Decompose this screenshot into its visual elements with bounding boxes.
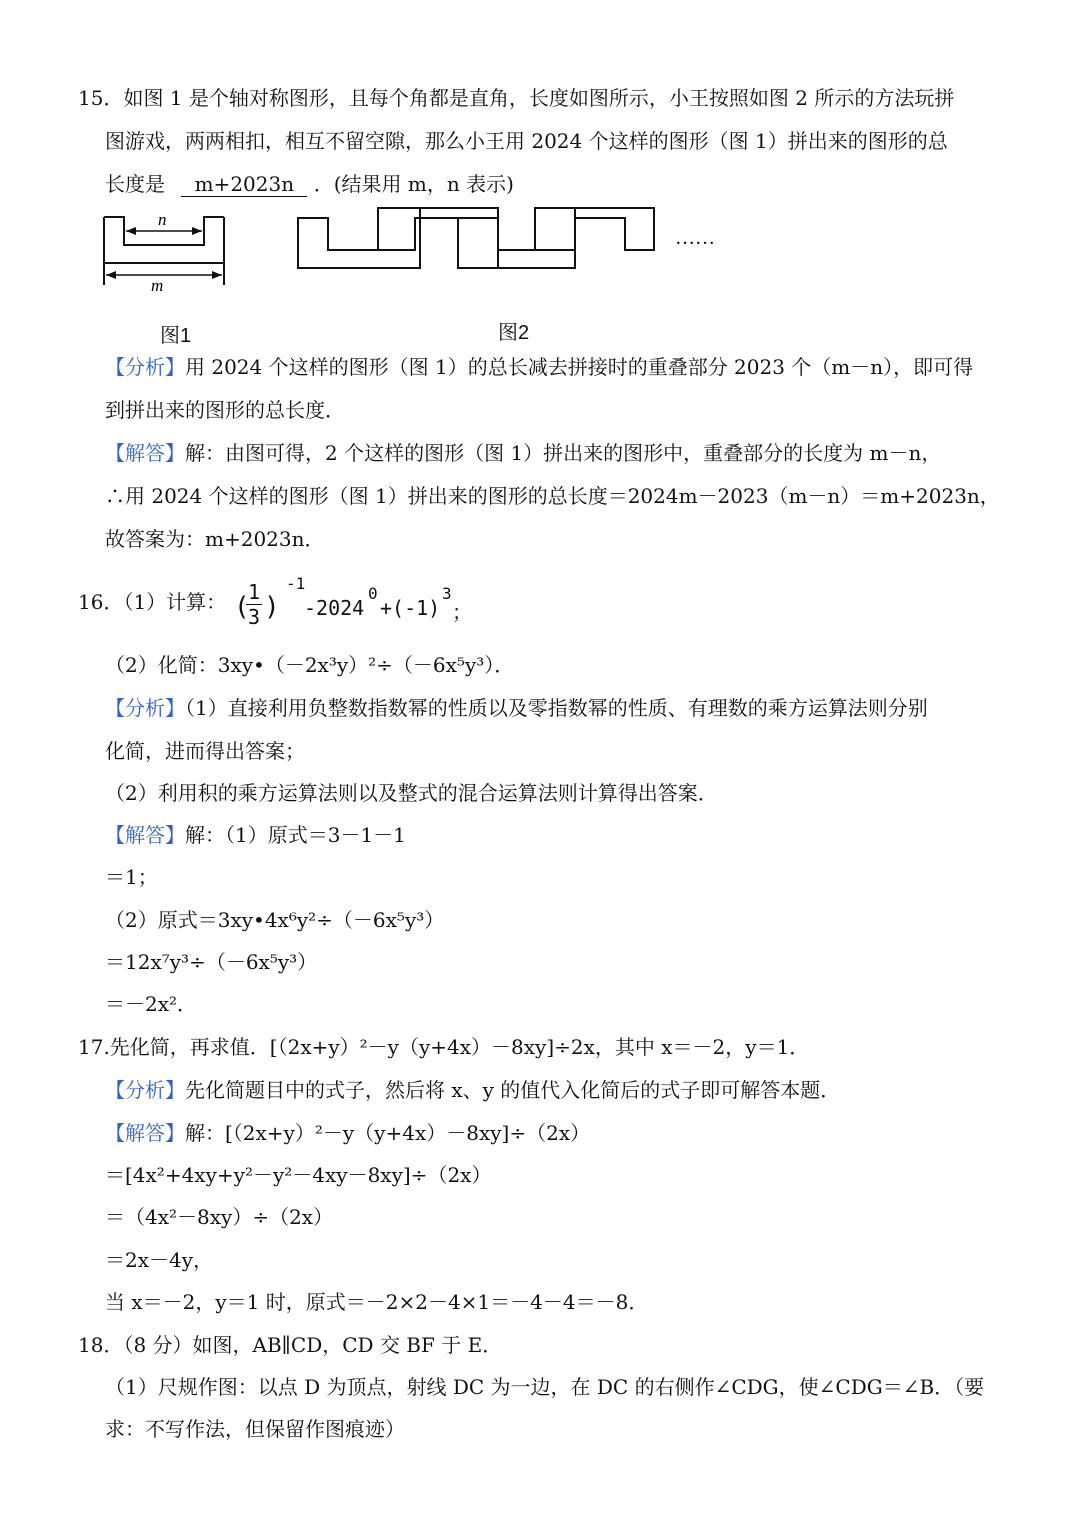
figure-1-label-n: n [158,210,167,229]
q17-analysis-text: 先化简题目中的式子，然后将 x、y 的值代入化简后的式子即可解答本题． [185,1078,841,1102]
q15-line3-prefix: 长度是 [105,172,165,196]
q15-line1: 15．如图 1 是个轴对称图形，且每个角都是直角，长度如图所示，小王按照如图 2 所示的方法玩拼 [78,86,955,110]
analysis-tag: 【分析】 [105,1078,185,1102]
q17-solution-line3: ＝（4x²－8xy）÷（2x） [105,1205,334,1229]
q15-solution-line3: 故答案为：m+2023n． [105,527,325,551]
formula-paren-open: ( [234,592,250,622]
q16-solution-line1 [105,821,406,849]
figure-2-ellipsis: …… [675,227,715,249]
q16-solution-line3: （2）原式＝3xy•4x⁶y²÷（－6x⁵y³） [105,908,445,932]
figure-1-n-arrowhead-right [192,227,202,235]
formula-tail: +(-1) [380,596,441,620]
formula-frac-den: 3 [248,605,261,629]
q16-line1-label: 16．（1）计算： [78,590,227,614]
figure-2 [290,200,740,280]
q15-line3 [105,170,514,198]
q16-part2: （2）化简：3xy•（－2x³y）²÷（－6x⁵y³）． [105,653,515,677]
q15-answer-blank: m+2023n [181,172,307,197]
q18-line2: （1）尺规作图：以点 D 为顶点，射线 DC 为一边，在 DC 的右侧作∠CDG，使∠CDG＝∠B．（要 [105,1375,985,1399]
q16-analysis-text: （1）直接利用负整数指数幂的性质以及零指数幂的性质、有理数的乘方运算法则分别 [185,696,928,720]
solution-tag: 【解答】 [105,441,185,465]
figure-1-m-arrowhead-left [106,271,116,279]
q16-solution-text: 解：（1）原式＝3－1－1 [185,823,406,847]
q15-line2: 图游戏，两两相扣，相互不留空隙，那么小王用 2024 个这样的图形（图 1）拼出来的图形的总 [105,129,948,153]
q15-solution-line2: ∴用 2024 个这样的图形（图 1）拼出来的图形的总长度＝2024m－2023（m－n）＝m+2023n， [105,484,1000,508]
formula-exp3: 3 [442,584,452,603]
q17-analysis-line1 [105,1076,840,1104]
formula-semicolon: ； [452,600,472,624]
formula-paren-close: ) [264,592,280,622]
q16-solution-line5: ＝－2x²． [105,992,198,1016]
q15-analysis-line2: 到拼出来的图形的总长度． [105,398,345,422]
q15-solution-line1 [105,439,941,467]
figure-2-piece-4 [535,208,654,250]
q16-analysis-line2: 化简，进而得出答案； [105,739,305,763]
figure-1 [95,205,235,295]
analysis-tag: 【分析】 [105,355,185,379]
q18-line1: 18．（8 分）如图，AB∥CD，CD 交 BF 于 E． [78,1333,503,1357]
q15-analysis-text: 用 2024 个这样的图形（图 1）的总长减去拼接时的重叠部分 2023 个（m－n），即可得 [185,355,974,379]
figure-1-label-m: m [151,276,164,295]
q17-solution-line1 [105,1119,590,1147]
q18-line3: 求：不写作法，但保留作图痕迹） [105,1417,405,1441]
q17-solution-line2: ＝[4x²+4xy+y²－y²－4xy－8xy]÷（2x） [105,1163,492,1187]
figure-2-piece-1 [298,208,420,268]
formula-exp1: -1 [286,574,306,593]
figure-1-n-arrowhead-left [126,227,136,235]
formula-mid: -2024 [304,596,365,620]
solution-tag: 【解答】 [105,823,185,847]
figure-1-m-arrowhead-right [212,271,222,279]
q15-solution-text: 解：由图可得，2 个这样的图形（图 1）拼出来的图形中，重叠部分的长度为 m－n， [185,441,942,465]
figure-1-caption: 图1 [160,325,192,347]
q17-solution-line5: 当 x＝－2，y＝1 时，原式＝－2×2－4×1＝－4－4＝－8． [105,1290,649,1314]
q15-line3-suffix: ．(结果用 m，n 表示) [313,172,514,196]
solution-tag: 【解答】 [105,1121,185,1145]
q16-analysis-line1 [105,694,928,722]
q17-line1: 17.先化简，再求值．[（2x+y）²－y（y+4x）－8xy]÷2x，其中 x＝－2，y＝1． [78,1035,810,1059]
figure-2-caption: 图2 [498,322,530,344]
q16-analysis-line3: （2）利用积的乘方运算法则以及整式的混合运算法则计算得出答案． [105,781,718,805]
formula-exp2: 0 [368,584,378,603]
q16-solution-line4: ＝12x⁷y³÷（－6x⁵y³） [105,950,318,974]
q15-analysis-line1 [105,353,973,381]
q16-solution-line2: ＝1； [105,865,158,889]
analysis-tag: 【分析】 [105,696,185,720]
figure-2-piece-3 [458,208,575,268]
formula-frac-num: 1 [248,580,261,604]
q16-formula [234,574,472,630]
q17-solution-text: 解：[（2x+y）²－y（y+4x）－8xy]÷（2x） [185,1121,591,1145]
q17-solution-line4: ＝2x－4y， [105,1248,214,1272]
